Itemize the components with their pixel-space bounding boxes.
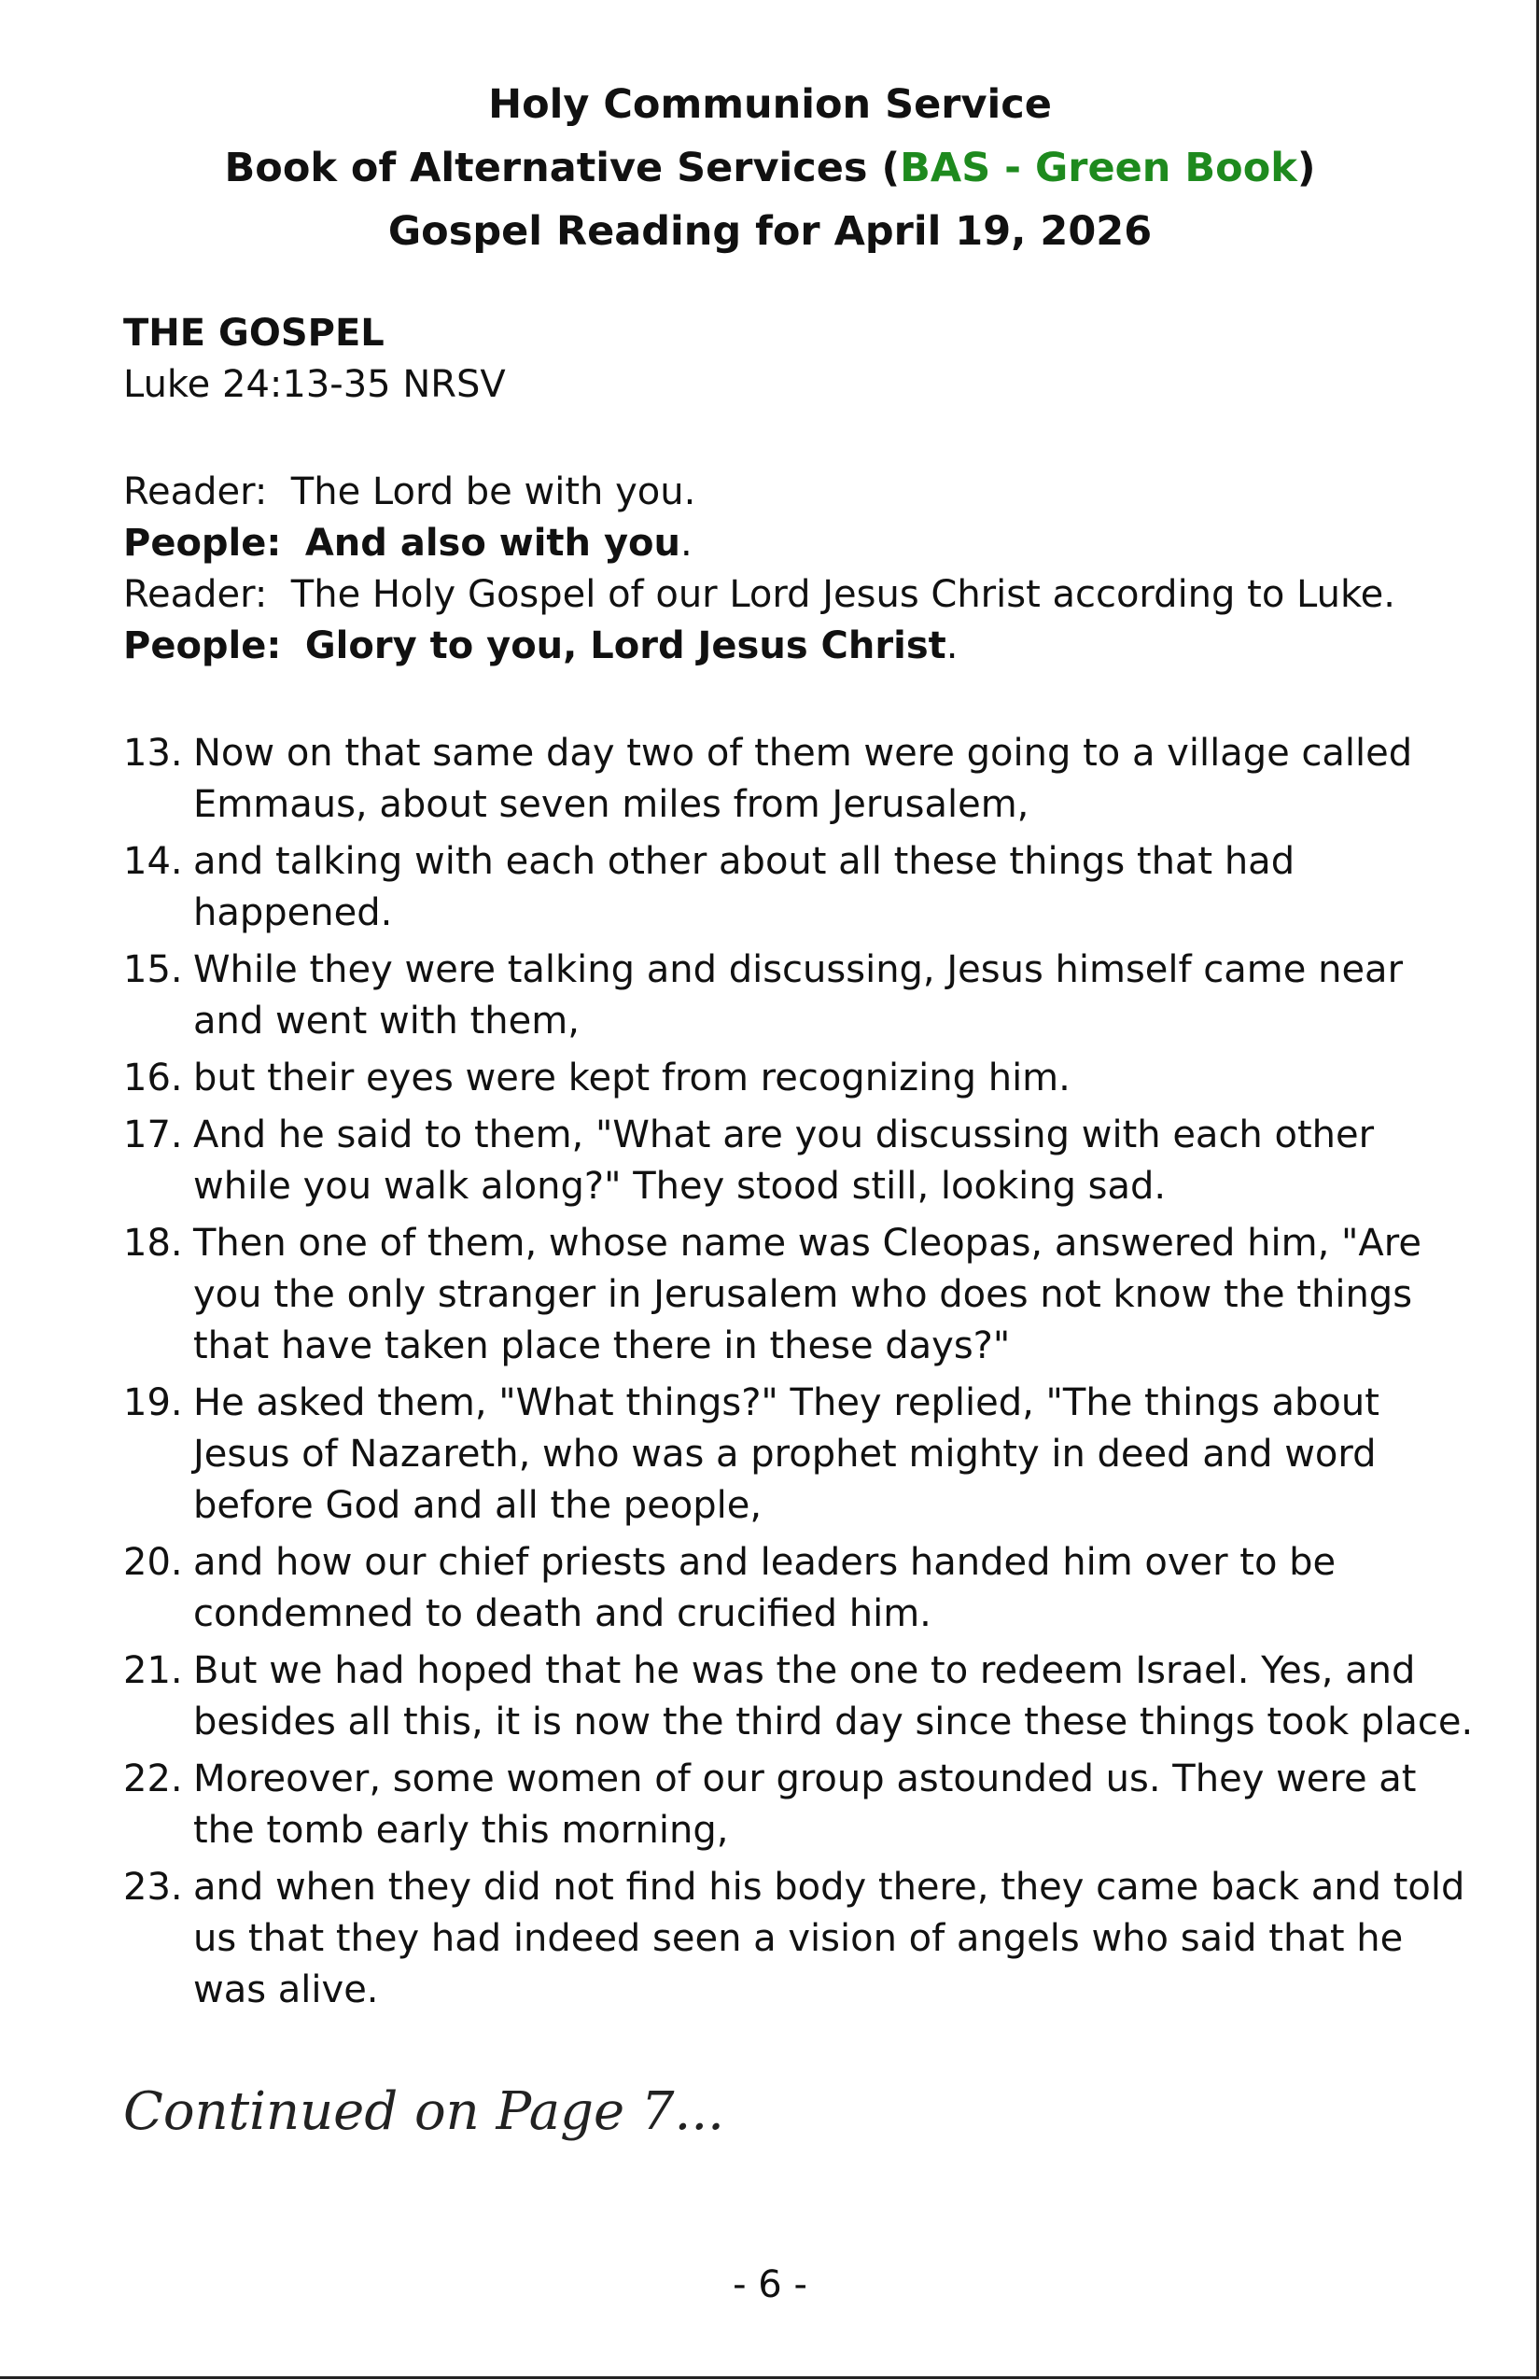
- verse-text: Now on that same day two of them were going to a village called Emmaus, about seven miles from Jerusalem,: [193, 732, 1413, 826]
- verse-number: 23.: [123, 1866, 183, 1909]
- response-line: [123, 518, 1477, 569]
- book-title-post: ): [1296, 145, 1316, 191]
- spacer: [123, 411, 1477, 467]
- verse-number: 13.: [123, 732, 183, 775]
- verse-item: [123, 945, 1477, 1047]
- speaker-label: Reader:: [123, 573, 268, 616]
- speaker-label: Reader:: [123, 470, 268, 513]
- book-title-green: BAS - Green Book: [900, 145, 1297, 191]
- gospel-reference: Luke 24:13-35 NRSV: [123, 363, 506, 406]
- service-title: Holy Communion Service: [488, 81, 1052, 128]
- response-line: [123, 569, 1477, 621]
- verse-item: [123, 1862, 1477, 2016]
- verse-list: [123, 728, 1477, 2016]
- response-text: Glory to you, Lord Jesus Christ: [304, 624, 946, 667]
- verse-text: and when they did not find his body there, they came back and told us that they had indeed seen a vision of angels who said that he was alive.: [193, 1866, 1465, 2011]
- verse-item: [123, 1053, 1477, 1104]
- gospel-title: THE GOSPEL: [123, 312, 385, 355]
- verse-number: 18.: [123, 1222, 183, 1265]
- verse-text: Then one of them, whose name was Cleopas, answered him, "Are you the only stranger in Jerusalem who does not know the things that have taken place there in these days?": [193, 1222, 1421, 1367]
- verse-number: 19.: [123, 1381, 183, 1424]
- page-header: [0, 73, 1540, 263]
- verse-text: but their eyes were kept from recognizing him.: [193, 1057, 1071, 1099]
- response-line: [123, 467, 1477, 518]
- continued-note: Continued on Page 7...: [123, 2081, 724, 2142]
- response-text: The Holy Gospel of our Lord Jesus Christ according to Luke.: [290, 573, 1396, 616]
- speaker-label: People:: [123, 624, 282, 667]
- book-title-pre: Book of Alternative Services (: [224, 145, 901, 191]
- reading-date-title: Gospel Reading for April 19, 2026: [387, 208, 1153, 255]
- verse-text: and how our chief priests and leaders handed him over to be condemned to death and crucified him.: [193, 1541, 1337, 1635]
- verse-number: 16.: [123, 1057, 183, 1099]
- verse-item: [123, 1754, 1477, 1856]
- speaker-label: People:: [123, 522, 282, 565]
- verse-text: He asked them, "What things?" They replied, "The things about Jesus of Nazareth, who was a prophet mighty in deed and word before God and all the people,: [193, 1381, 1379, 1527]
- verse-item: [123, 1110, 1477, 1212]
- response-tail: .: [945, 624, 959, 667]
- gospel-content: [123, 308, 1477, 2022]
- verse-text: And he said to them, "What are you discussing with each other while you walk along?" They stood still, looking sad.: [193, 1113, 1375, 1208]
- book-title: [0, 136, 1540, 200]
- verse-text: While they were talking and discussing, Jesus himself came near and went with them,: [193, 948, 1404, 1043]
- response-text: The Lord be with you.: [290, 470, 696, 513]
- page-number: - 6 -: [733, 2263, 807, 2306]
- verse-item: [123, 1645, 1477, 1748]
- verse-item: [123, 836, 1477, 939]
- response-line: [123, 621, 1477, 672]
- verse-number: 21.: [123, 1649, 183, 1692]
- verse-item: [123, 728, 1477, 831]
- verse-number: 15.: [123, 948, 183, 991]
- verse-number: 17.: [123, 1113, 183, 1156]
- verse-text: But we had hoped that he was the one to redeem Israel. Yes, and besides all this, it is now the third day since these things took place.: [193, 1649, 1474, 1743]
- verse-text: and talking with each other about all these things that had happened.: [193, 840, 1295, 934]
- response-text: And also with you: [304, 522, 680, 565]
- verse-number: 14.: [123, 840, 183, 883]
- verse-text: Moreover, some women of our group astounded us. They were at the tomb early this morning,: [193, 1757, 1417, 1852]
- verse-number: 22.: [123, 1757, 183, 1800]
- response-tail: .: [679, 522, 693, 565]
- verse-item: [123, 1537, 1477, 1640]
- verse-item: [123, 1218, 1477, 1372]
- verse-item: [123, 1378, 1477, 1532]
- verse-number: 20.: [123, 1541, 183, 1584]
